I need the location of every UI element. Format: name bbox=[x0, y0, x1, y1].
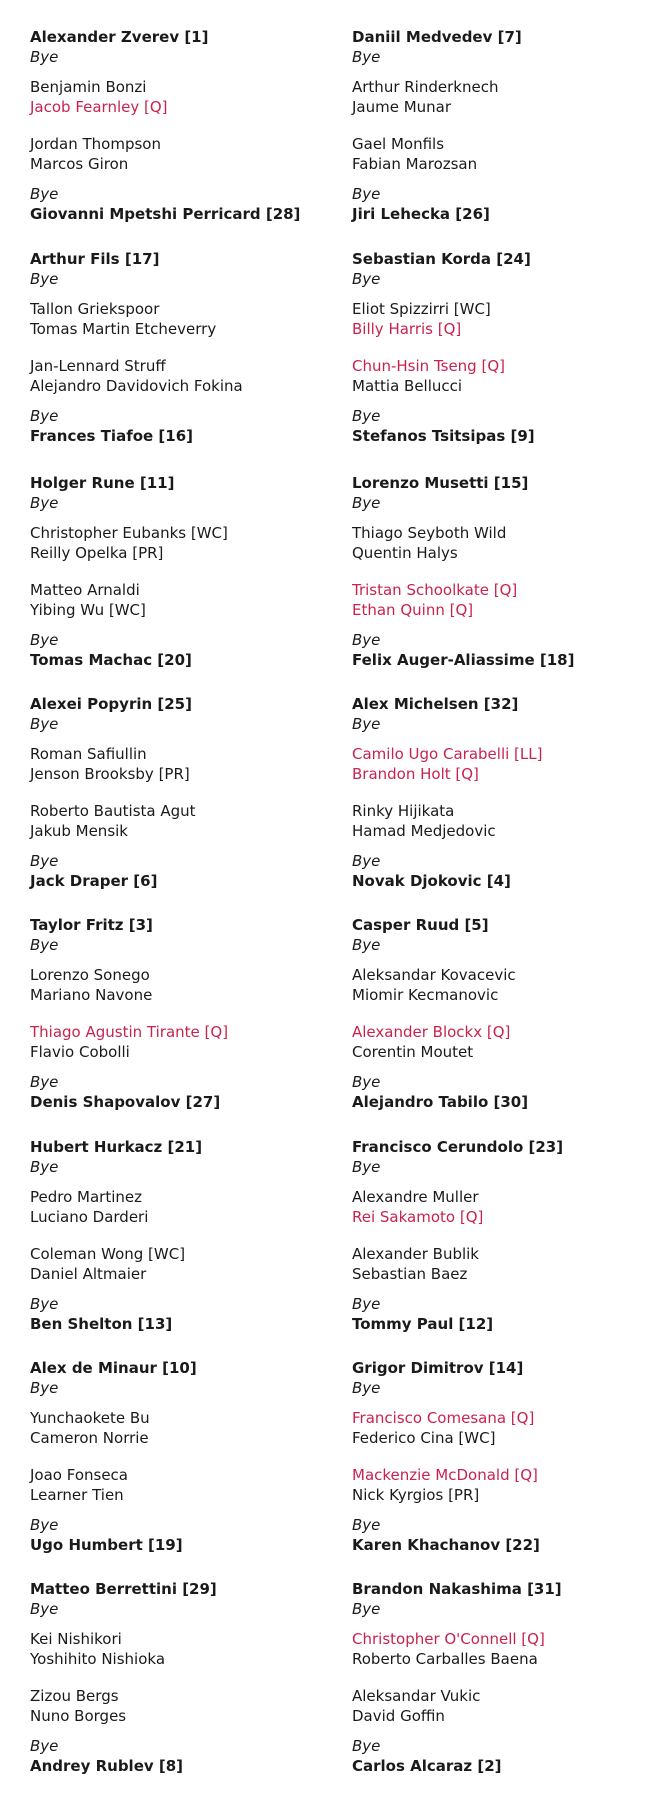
player-name: Roberto Carballes Baena bbox=[352, 1650, 538, 1668]
player-name: Yoshihito Nishioka bbox=[30, 1650, 166, 1668]
player-name: Mariano Navone bbox=[30, 986, 153, 1004]
player-name: Eliot Spizzirri [WC] bbox=[352, 300, 491, 318]
bye-label: Bye bbox=[352, 852, 381, 870]
bye-label: Bye bbox=[30, 1600, 59, 1618]
player-name: Lorenzo Sonego bbox=[30, 966, 150, 984]
top-seed-player: Alex de Minaur [10] bbox=[30, 1359, 197, 1377]
player-name: Pedro Martinez bbox=[30, 1188, 143, 1206]
player-name: Chun-Hsin Tseng [Q] bbox=[352, 357, 505, 375]
player-name: Nick Kyrgios [PR] bbox=[352, 1486, 480, 1504]
player-name: Joao Fonseca bbox=[30, 1466, 128, 1484]
player-name: Rei Sakamoto [Q] bbox=[352, 1208, 484, 1226]
player-name: Luciano Darderi bbox=[30, 1208, 149, 1226]
bottom-seed-player: Ugo Humbert [19] bbox=[30, 1536, 183, 1554]
player-name: Hamad Medjedovic bbox=[352, 822, 496, 840]
bye-label: Bye bbox=[352, 48, 381, 66]
player-name: Zizou Bergs bbox=[30, 1687, 119, 1705]
bye-label: Bye bbox=[352, 1737, 381, 1755]
top-seed-player: Matteo Berrettini [29] bbox=[30, 1580, 217, 1598]
player-name: Flavio Cobolli bbox=[30, 1043, 130, 1061]
player-name: Aleksandar Kovacevic bbox=[352, 966, 516, 984]
top-seed-player: Alex Michelsen [32] bbox=[352, 695, 519, 713]
bottom-seed-player: Ben Shelton [13] bbox=[30, 1315, 173, 1333]
player-name: Benjamin Bonzi bbox=[30, 78, 147, 96]
player-name: Corentin Moutet bbox=[352, 1043, 474, 1061]
bye-label: Bye bbox=[352, 715, 381, 733]
bye-label: Bye bbox=[352, 936, 381, 954]
bye-label: Bye bbox=[352, 1379, 381, 1397]
player-name: Tomas Martin Etcheverry bbox=[30, 320, 217, 338]
top-seed-player: Grigor Dimitrov [14] bbox=[352, 1359, 524, 1377]
top-seed-player: Casper Ruud [5] bbox=[352, 916, 489, 934]
bye-label: Bye bbox=[30, 1158, 59, 1176]
bye-label: Bye bbox=[352, 1295, 381, 1313]
bye-label: Bye bbox=[30, 1737, 59, 1755]
top-seed-player: Taylor Fritz [3] bbox=[30, 916, 153, 934]
bottom-seed-player: Denis Shapovalov [27] bbox=[30, 1093, 221, 1111]
bye-label: Bye bbox=[352, 1600, 381, 1618]
top-seed-player: Alexander Zverev [1] bbox=[30, 28, 209, 46]
bottom-seed-player: Jack Draper [6] bbox=[30, 872, 158, 890]
player-name: Nuno Borges bbox=[30, 1707, 127, 1725]
player-name: Christopher Eubanks [WC] bbox=[30, 524, 228, 542]
bye-label: Bye bbox=[30, 852, 59, 870]
player-name: Alexander Bublik bbox=[352, 1245, 479, 1263]
bottom-seed-player: Tommy Paul [12] bbox=[352, 1315, 494, 1333]
top-seed-player: Francisco Cerundolo [23] bbox=[352, 1138, 564, 1156]
bottom-seed-player: Carlos Alcaraz [2] bbox=[352, 1757, 502, 1775]
player-name: Aleksandar Vukic bbox=[352, 1687, 481, 1705]
player-name: Yunchaokete Bu bbox=[30, 1409, 150, 1427]
bye-label: Bye bbox=[30, 715, 59, 733]
player-name: Tristan Schoolkate [Q] bbox=[352, 581, 518, 599]
player-name: Billy Harris [Q] bbox=[352, 320, 462, 338]
bye-label: Bye bbox=[30, 936, 59, 954]
player-name: Jenson Brooksby [PR] bbox=[30, 765, 190, 783]
player-name: Daniel Altmaier bbox=[30, 1265, 147, 1283]
player-name: Jordan Thompson bbox=[30, 135, 161, 153]
player-name: Roberto Bautista Agut bbox=[30, 802, 196, 820]
bye-label: Bye bbox=[352, 1158, 381, 1176]
player-name: Coleman Wong [WC] bbox=[30, 1245, 186, 1263]
player-name: Fabian Marozsan bbox=[352, 155, 478, 173]
bye-label: Bye bbox=[30, 48, 59, 66]
bye-label: Bye bbox=[30, 270, 59, 288]
bottom-seed-player: Novak Djokovic [4] bbox=[352, 872, 511, 890]
top-seed-player: Brandon Nakashima [31] bbox=[352, 1580, 562, 1598]
player-name: Christopher O'Connell [Q] bbox=[352, 1630, 545, 1648]
bye-label: Bye bbox=[30, 1379, 59, 1397]
top-seed-player: Sebastian Korda [24] bbox=[352, 250, 531, 268]
player-name: Brandon Holt [Q] bbox=[352, 765, 479, 783]
player-name: Alexander Blockx [Q] bbox=[352, 1023, 511, 1041]
player-name: Tallon Griekspoor bbox=[30, 300, 160, 318]
bye-label: Bye bbox=[30, 494, 59, 512]
player-name: Thiago Seyboth Wild bbox=[352, 524, 507, 542]
bye-label: Bye bbox=[352, 1516, 381, 1534]
bye-label: Bye bbox=[30, 1295, 59, 1313]
player-name: Jakub Mensik bbox=[30, 822, 128, 840]
player-name: Cameron Norrie bbox=[30, 1429, 149, 1447]
player-name: Jacob Fearnley [Q] bbox=[30, 98, 168, 116]
bye-label: Bye bbox=[30, 1073, 59, 1091]
top-seed-player: Arthur Fils [17] bbox=[30, 250, 160, 268]
bottom-seed-player: Andrey Rublev [8] bbox=[30, 1757, 184, 1775]
bye-label: Bye bbox=[352, 407, 381, 425]
player-name: David Goffin bbox=[352, 1707, 445, 1725]
player-name: Federico Cina [WC] bbox=[352, 1429, 496, 1447]
player-name: Sebastian Baez bbox=[352, 1265, 468, 1283]
bye-label: Bye bbox=[352, 185, 381, 203]
bottom-seed-player: Felix Auger-Aliassime [18] bbox=[352, 651, 575, 669]
top-seed-player: Alexei Popyrin [25] bbox=[30, 695, 192, 713]
player-name: Arthur Rinderknech bbox=[352, 78, 499, 96]
player-name: Alexandre Muller bbox=[352, 1188, 479, 1206]
top-seed-player: Holger Rune [11] bbox=[30, 474, 175, 492]
player-name: Mattia Bellucci bbox=[352, 377, 463, 395]
player-name: Roman Safiullin bbox=[30, 745, 147, 763]
player-name: Yibing Wu [WC] bbox=[30, 601, 146, 619]
bottom-seed-player: Tomas Machac [20] bbox=[30, 651, 192, 669]
bye-label: Bye bbox=[352, 631, 381, 649]
player-name: Gael Monfils bbox=[352, 135, 445, 153]
player-name: Miomir Kecmanovic bbox=[352, 986, 499, 1004]
bye-label: Bye bbox=[352, 494, 381, 512]
player-name: Camilo Ugo Carabelli [LL] bbox=[352, 745, 543, 763]
player-name: Jan-Lennard Struff bbox=[30, 357, 166, 375]
bye-label: Bye bbox=[30, 185, 59, 203]
bye-label: Bye bbox=[30, 631, 59, 649]
player-name: Jaume Munar bbox=[352, 98, 452, 116]
player-name: Kei Nishikori bbox=[30, 1630, 122, 1648]
top-seed-player: Lorenzo Musetti [15] bbox=[352, 474, 529, 492]
player-name: Francisco Comesana [Q] bbox=[352, 1409, 535, 1427]
player-name: Reilly Opelka [PR] bbox=[30, 544, 164, 562]
player-name: Ethan Quinn [Q] bbox=[352, 601, 474, 619]
bye-label: Bye bbox=[352, 270, 381, 288]
player-name: Thiago Agustin Tirante [Q] bbox=[30, 1023, 229, 1041]
top-seed-player: Hubert Hurkacz [21] bbox=[30, 1138, 203, 1156]
bye-label: Bye bbox=[30, 1516, 59, 1534]
bottom-seed-player: Alejandro Tabilo [30] bbox=[352, 1093, 529, 1111]
bottom-seed-player: Karen Khachanov [22] bbox=[352, 1536, 540, 1554]
bottom-seed-player: Giovanni Mpetshi Perricard [28] bbox=[30, 205, 301, 223]
bye-label: Bye bbox=[352, 1073, 381, 1091]
bottom-seed-player: Stefanos Tsitsipas [9] bbox=[352, 427, 535, 445]
player-name: Matteo Arnaldi bbox=[30, 581, 140, 599]
bottom-seed-player: Jiri Lehecka [26] bbox=[352, 205, 490, 223]
player-name: Learner Tien bbox=[30, 1486, 124, 1504]
top-seed-player: Daniil Medvedev [7] bbox=[352, 28, 522, 46]
bottom-seed-player: Frances Tiafoe [16] bbox=[30, 427, 194, 445]
player-name: Mackenzie McDonald [Q] bbox=[352, 1466, 538, 1484]
player-name: Quentin Halys bbox=[352, 544, 458, 562]
player-name: Alejandro Davidovich Fokina bbox=[30, 377, 243, 395]
player-name: Rinky Hijikata bbox=[352, 802, 455, 820]
bye-label: Bye bbox=[30, 407, 59, 425]
player-name: Marcos Giron bbox=[30, 155, 129, 173]
